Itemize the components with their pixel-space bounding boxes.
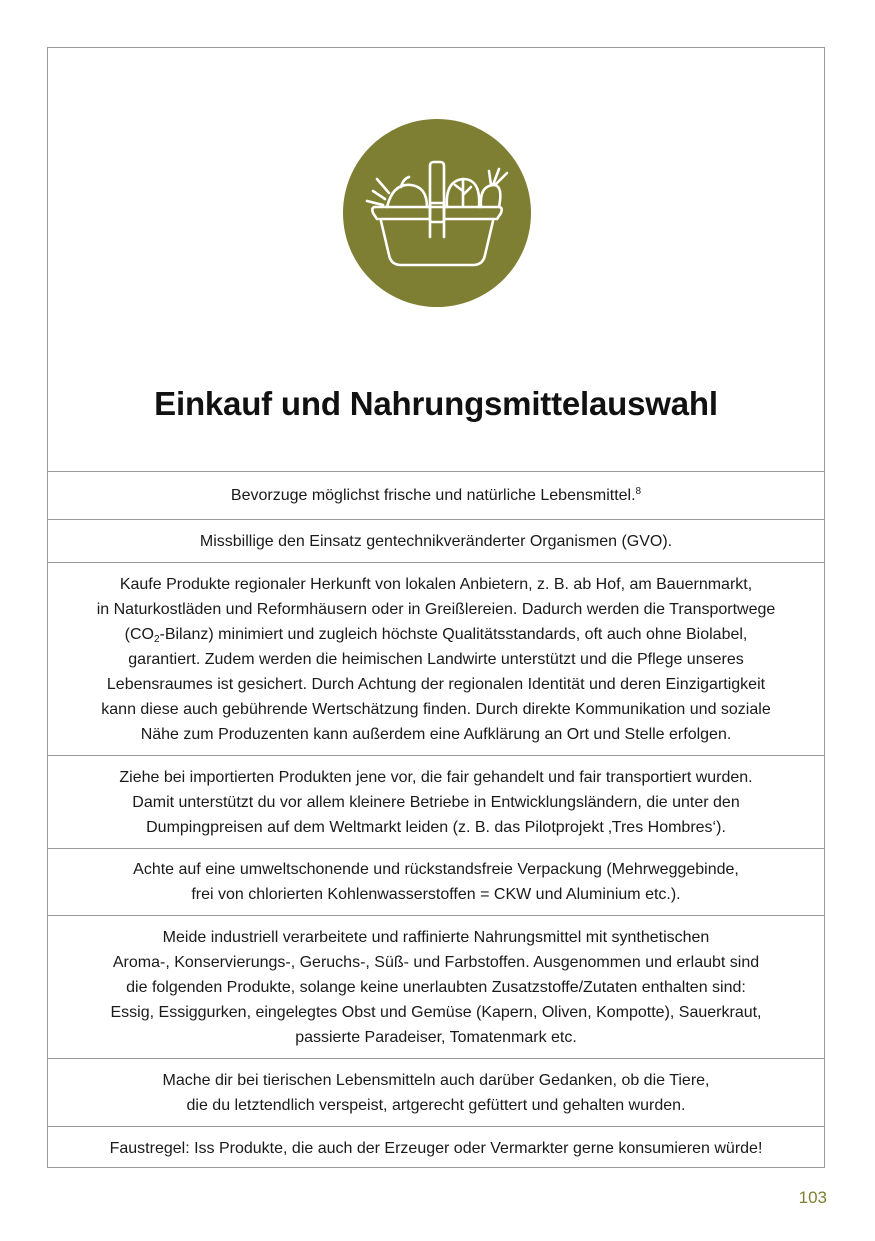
guideline-text: Bevorzuge möglichst frische und natürliche Lebensmittel. — [230, 487, 636, 504]
guideline-line: Aroma-, Konservierungs-, Geruchs-, Süß- und Farbstoffen. Ausgenommen und erlaubt sind — [112, 953, 760, 971]
category-badge — [343, 119, 531, 307]
guideline-row — [48, 519, 824, 562]
guideline-line: Essig, Essiggurken, eingelegtes Obst und Gemüse (Kapern, Oliven, Kompotte), Sauerkraut, — [110, 1003, 762, 1021]
guideline-line: Kaufe Produkte regionaler Herkunft von lokalen Anbietern, z. B. ab Hof, am Bauernmarkt, — [119, 575, 753, 593]
guideline-line: Dumpingpreisen auf dem Weltmarkt leiden (z. B. das Pilotprojekt ‚Tres Hombres‘). — [146, 818, 726, 836]
guideline-row — [48, 1126, 824, 1170]
guideline-row — [48, 1058, 824, 1126]
header-section — [48, 48, 824, 471]
guideline-line: Ziehe bei importierten Produkten jene vor, die fair gehandelt und fair transportiert wurden. — [119, 768, 753, 786]
guideline-line: die folgenden Produkte, solange keine unerlaubten Zusatzstoffe/Zutaten enthalten sind: — [126, 978, 746, 996]
guideline-line: kann diese auch gebührende Wertschätzung finden. Durch direkte Kommunikation und soziale — [101, 700, 771, 718]
page-number: 103 — [798, 1188, 827, 1207]
guideline-line: in Naturkostläden und Reformhäusern oder in Greißlereien. Dadurch werden die Transportwege — [96, 600, 776, 618]
guideline-line: -Bilanz) minimiert und zugleich höchste Qualitätsstandards, oft auch ohne Biolabel, — [159, 625, 748, 643]
guideline-row — [48, 562, 824, 755]
subscript: 2 — [153, 633, 160, 645]
guideline-row — [48, 471, 824, 519]
footnote-marker: 8 — [635, 486, 642, 497]
guideline-line: (CO — [124, 625, 154, 643]
guideline-line: passierte Paradeiser, Tomatenmark etc. — [295, 1028, 577, 1046]
guideline-text: Missbillige den Einsatz gentechnikveränderter Organismen (GVO). — [199, 532, 673, 550]
guideline-line: Mache dir bei tierischen Lebensmitteln auch darüber Gedanken, ob die Tiere, — [162, 1071, 710, 1089]
guideline-line: Nähe zum Produzenten kann außerdem eine Aufklärung an Ort und Stelle erfolgen. — [140, 725, 732, 743]
guideline-line: garantiert. Zudem werden die heimischen Landwirte unterstützt und die Pflege unseres — [128, 650, 744, 668]
guideline-row — [48, 848, 824, 915]
guideline-list — [48, 471, 824, 1170]
content-frame — [47, 47, 825, 1168]
guideline-line: Meide industriell verarbeitete und raffinierte Nahrungsmittel mit synthetischen — [162, 928, 710, 946]
guideline-line: Lebensraumes ist gesichert. Durch Achtung der regionalen Identität und deren Einzigartigkeit — [106, 675, 766, 693]
guideline-line: Damit unterstützt du vor allem kleinere Betriebe in Entwicklungsländern, die unter den — [132, 793, 740, 811]
guideline-line: Achte auf eine umweltschonende und rückstandsfreie Verpackung (Mehrweggebinde, — [133, 861, 739, 878]
guideline-text: Faustregel: Iss Produkte, die auch der Erzeuger oder Vermarkter gerne konsumieren würde! — [109, 1140, 763, 1157]
guideline-row — [48, 915, 824, 1058]
guideline-row — [48, 755, 824, 848]
guideline-line: frei von chlorierten Kohlenwasserstoffen = CKW und Aluminium etc.). — [191, 886, 681, 903]
guideline-line: die du letztendlich verspeist, artgerecht gefüttert und gehalten wurden. — [186, 1096, 686, 1114]
page-title: Einkauf und Nahrungsmittelauswahl — [154, 385, 718, 422]
basket-icon — [343, 119, 531, 307]
